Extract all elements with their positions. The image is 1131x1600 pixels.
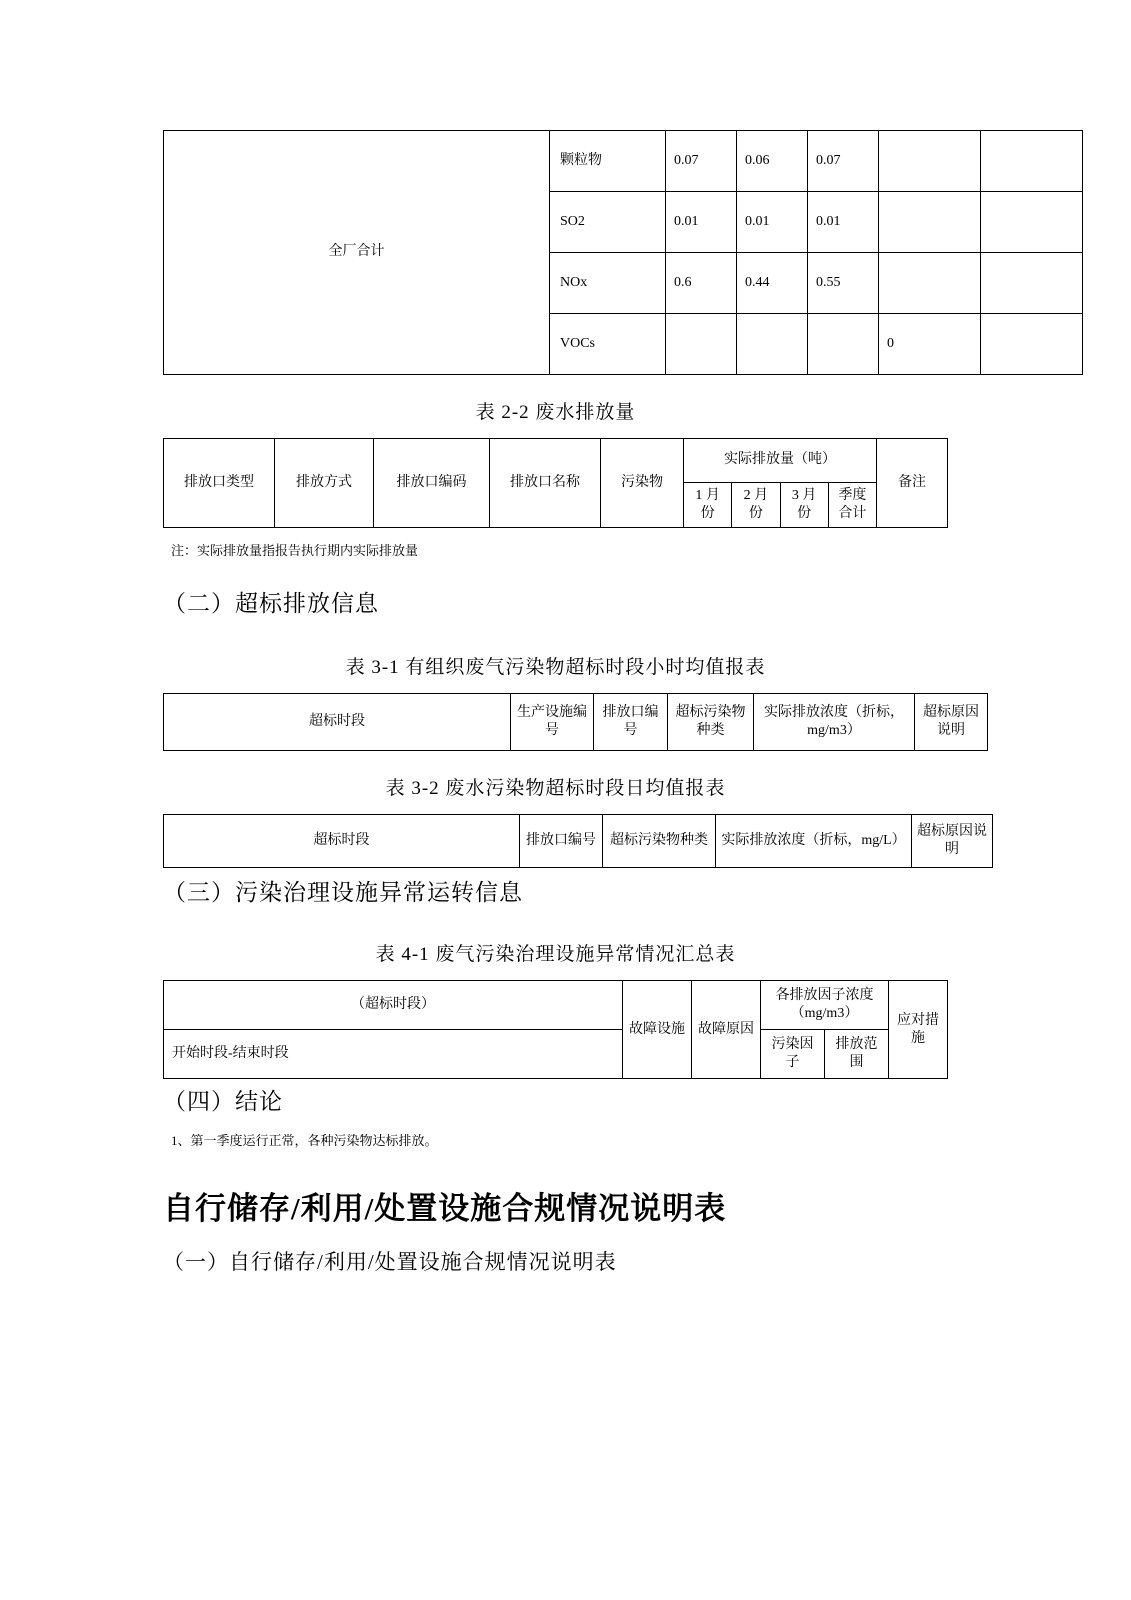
header-discharge-range: 排放范围 bbox=[825, 1030, 889, 1079]
header-fault-facility: 故障设施 bbox=[623, 981, 692, 1079]
value-remark bbox=[981, 131, 1083, 192]
subsection-heading-1: （一）自行储存/利用/处置设施合规情况说明表 bbox=[163, 1250, 617, 1275]
air-treatment-abnormal-table bbox=[163, 980, 948, 1079]
note-table-2-2: 注：实际排放量指报告执行期内实际排放量 bbox=[171, 543, 419, 559]
header-over-period: 超标时段 bbox=[164, 694, 511, 751]
pollutant-name: 颗粒物 bbox=[550, 131, 666, 192]
header-facility-code: 生产设施编号 bbox=[511, 694, 594, 751]
pollutant-name: NOx bbox=[550, 253, 666, 314]
caption-table-3-1: 表 3-1 有组织废气污染物超标时段小时均值报表 bbox=[345, 657, 766, 679]
header-reason: 超标原因说明 bbox=[915, 694, 988, 751]
header-outlet-name: 排放口名称 bbox=[490, 439, 601, 528]
table-header-row bbox=[164, 981, 948, 1030]
section-heading-2: （二）超标排放信息 bbox=[163, 591, 379, 617]
table-row bbox=[164, 131, 1083, 192]
section-heading-3: （三）污染治理设施异常运转信息 bbox=[163, 880, 523, 906]
header-over-period: （超标时段） bbox=[164, 981, 623, 1030]
header-month1: 1 月份 bbox=[684, 483, 732, 528]
total-row-label: 全厂合计 bbox=[164, 131, 550, 375]
table-header-row bbox=[164, 694, 988, 751]
value-month1: 0.6 bbox=[666, 253, 737, 314]
header-over-period: 超标时段 bbox=[164, 815, 520, 868]
caption-table-4-1: 表 4-1 废气污染治理设施异常情况汇总表 bbox=[375, 944, 736, 966]
header-actual-conc: 实际排放浓度（折标，mg/L） bbox=[716, 815, 912, 868]
value-month1 bbox=[666, 314, 737, 375]
wastewater-discharge-table bbox=[163, 438, 948, 528]
header-measures: 应对措施 bbox=[889, 981, 948, 1079]
value-quarter bbox=[879, 192, 981, 253]
header-remark: 备注 bbox=[877, 439, 948, 528]
header-outlet-code: 排放口编码 bbox=[374, 439, 490, 528]
caption-table-3-2: 表 3-2 废水污染物超标时段日均值报表 bbox=[385, 778, 726, 800]
header-actual-discharge: 实际排放量（吨） bbox=[684, 439, 877, 483]
header-pollutant: 污染物 bbox=[601, 439, 684, 528]
pollutant-name: SO2 bbox=[550, 192, 666, 253]
value-remark bbox=[981, 253, 1083, 314]
value-month3: 0.07 bbox=[808, 131, 879, 192]
value-remark bbox=[981, 314, 1083, 375]
exceedance-water-daily-table bbox=[163, 814, 993, 868]
document-content bbox=[163, 0, 987, 1276]
value-month3: 0.01 bbox=[808, 192, 879, 253]
page-title: 自行储存/利用/处置设施合规情况说明表 bbox=[163, 1191, 727, 1227]
value-month2: 0.01 bbox=[737, 192, 808, 253]
header-period-detail: 开始时段-结束时段 bbox=[164, 1030, 623, 1079]
value-quarter: 0 bbox=[879, 314, 981, 375]
table-header-row bbox=[164, 439, 948, 483]
conclusion-text: 1、第一季度运行正常，各种污染物达标排放。 bbox=[171, 1133, 438, 1149]
header-fault-reason: 故障原因 bbox=[692, 981, 761, 1079]
value-month2: 0.44 bbox=[737, 253, 808, 314]
table-header-row bbox=[164, 815, 993, 868]
value-remark bbox=[981, 192, 1083, 253]
caption-table-2-2: 表 2-2 废水排放量 bbox=[475, 402, 636, 423]
header-outlet-code: 排放口编号 bbox=[594, 694, 668, 751]
header-quarter-total: 季度合计 bbox=[828, 483, 876, 528]
pollutant-name: VOCs bbox=[550, 314, 666, 375]
value-quarter bbox=[879, 253, 981, 314]
header-factor-conc: 各排放因子浓度（mg/m3） bbox=[761, 981, 889, 1030]
header-pollutant-type: 超标污染物种类 bbox=[603, 815, 716, 868]
header-pollutant-factor: 污染因子 bbox=[761, 1030, 825, 1079]
header-actual-conc: 实际排放浓度（折标，mg/m3） bbox=[754, 694, 915, 751]
section-heading-4: （四）结论 bbox=[163, 1089, 283, 1115]
value-quarter bbox=[879, 131, 981, 192]
total-emissions-table bbox=[163, 130, 1083, 375]
header-month2: 2 月份 bbox=[732, 483, 780, 528]
header-outlet-code: 排放口编号 bbox=[520, 815, 603, 868]
value-month3: 0.55 bbox=[808, 253, 879, 314]
header-month3: 3 月份 bbox=[780, 483, 828, 528]
header-outlet-type: 排放口类型 bbox=[164, 439, 275, 528]
value-month1: 0.07 bbox=[666, 131, 737, 192]
value-month2: 0.06 bbox=[737, 131, 808, 192]
header-pollutant-type: 超标污染物种类 bbox=[668, 694, 754, 751]
header-reason: 超标原因说明 bbox=[912, 815, 993, 868]
exceedance-air-hourly-table bbox=[163, 693, 988, 751]
table-header-row bbox=[164, 1030, 948, 1079]
value-month1: 0.01 bbox=[666, 192, 737, 253]
header-discharge-method: 排放方式 bbox=[275, 439, 374, 528]
value-month2 bbox=[737, 314, 808, 375]
value-month3 bbox=[808, 314, 879, 375]
